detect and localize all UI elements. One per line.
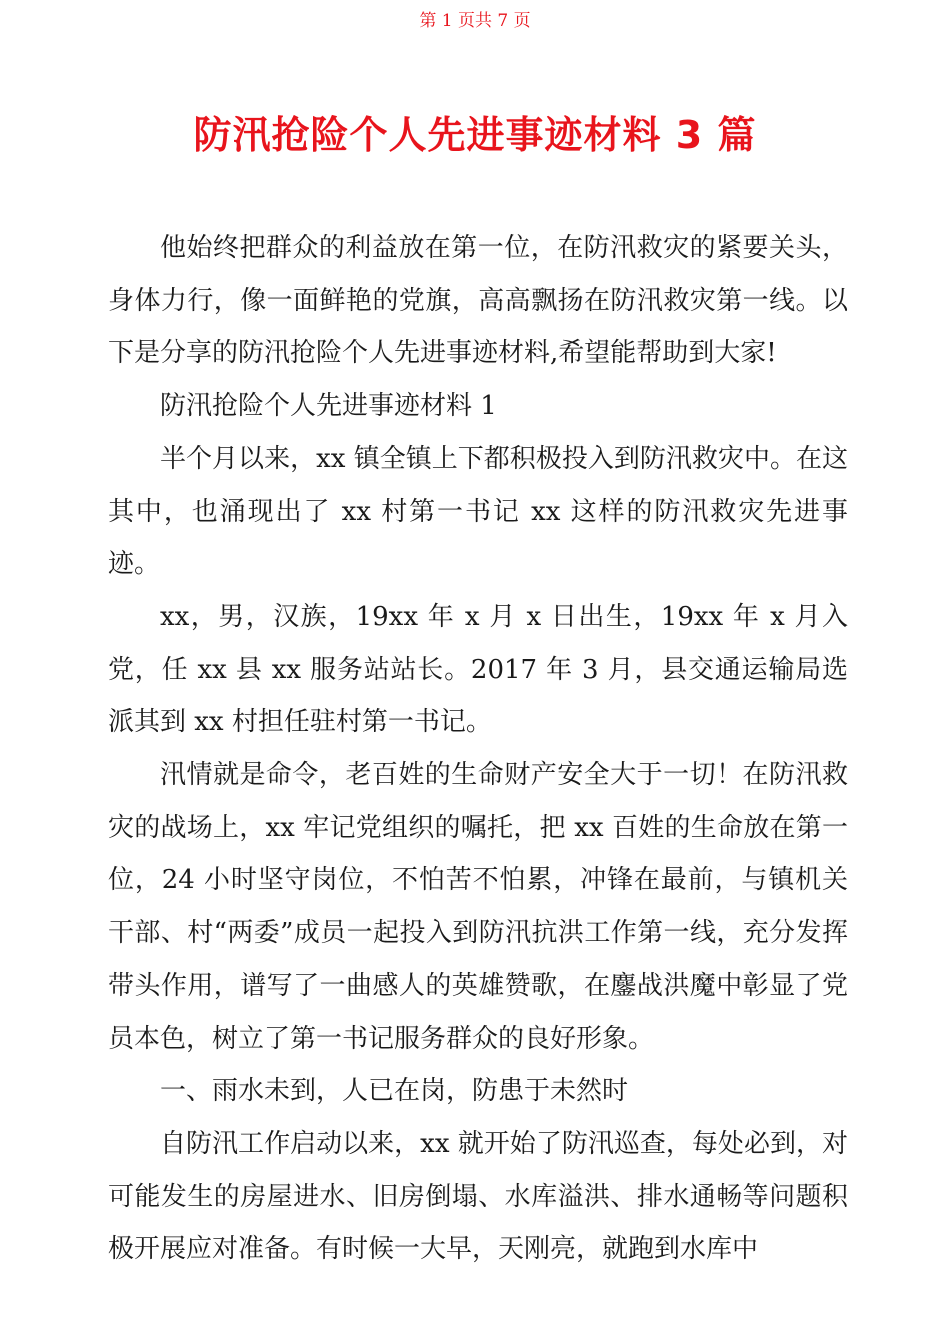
document-body [108,222,848,1276]
document-title: 防汛抢险个人先进事迹材料 3 篇 [193,113,757,157]
paragraph: xx，男，汉族，19xx 年 x 月 x 日出生，19xx 年 x 月入党，任 xx 县 xx 服务站站长。2017 年 3 月，县交通运输局选派其到 xx 村担任驻村第一书记。 [108,601,848,738]
subsection-heading: 一、雨水未到，人已在岗，防患于未然时 [160,1076,629,1107]
section-heading: 防汛抢险个人先进事迹材料 1 [160,391,497,422]
paragraph: 汛情就是命令，老百姓的生命财产安全大于一切！在防汛救灾的战场上，xx 牢记党组织的嘱托，把 xx 百姓的生命放在第一位，24 小时坚守岗位，不怕苦不怕累，冲锋在最前，与镇机关干部、村“两委”成员一起投入到防汛抗洪工作第一线，充分发挥带头作用，谱写了一曲感人的英雄赞歌，在鏖战洪魔中彰显了党员本色，树立了第一书记服务群众的良好形象。 [108,760,848,1054]
paragraph: 半个月以来，xx 镇全镇上下都积极投入到防汛救灾中。在这其中，也涌现出了 xx 村第一书记 xx 这样的防汛救灾先进事迹。 [108,443,848,580]
paragraph: 自防汛工作启动以来，xx 就开始了防汛巡查，每处必到，对可能发生的房屋进水、旧房倒塌、水库溢洪、排水通畅等问题积极开展应对准备。有时候一大早，天刚亮，就跑到水库中 [108,1128,848,1265]
page-indicator: 第 1 页共 7 页 [419,11,531,31]
paragraph: 他始终把群众的利益放在第一位，在防汛救灾的紧要关头，身体力行，像一面鲜艳的党旗，高高飘扬在防汛救灾第一线。以下是分享的防汛抢险个人先进事迹材料,希望能帮助到大家! [108,233,848,369]
